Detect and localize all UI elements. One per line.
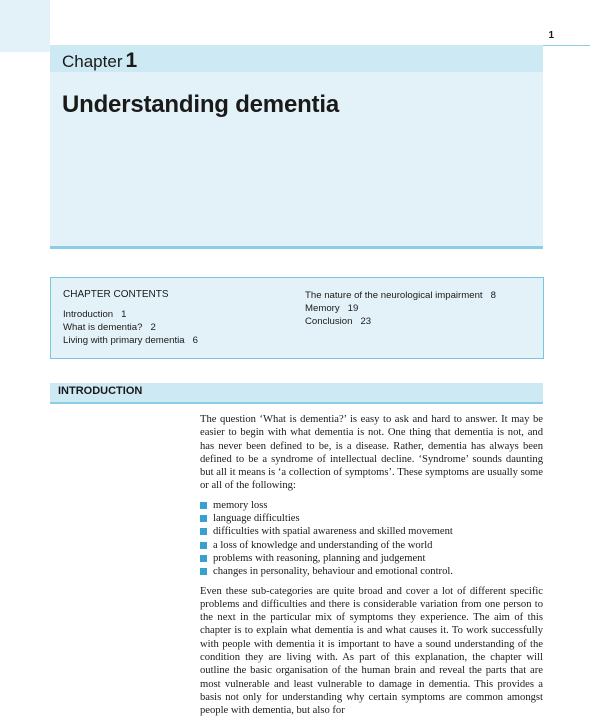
contents-list-left	[63, 308, 198, 347]
contents-item-page: 8	[490, 290, 496, 301]
contents-item-page: 2	[150, 322, 156, 333]
chapter-contents-box	[50, 277, 544, 359]
list-item-text: problems with reasoning, planning and judgement	[213, 552, 426, 564]
bullet-square-icon	[200, 555, 207, 562]
bullet-square-icon	[200, 542, 207, 549]
list-item-text: a loss of knowledge and understanding of the world	[213, 539, 433, 551]
corner-band	[0, 0, 50, 52]
page-number: 1	[548, 30, 554, 41]
symptom-list	[200, 499, 543, 579]
contents-item-page: 23	[360, 316, 372, 327]
list-item	[200, 499, 543, 512]
contents-item-page: 6	[192, 335, 198, 346]
contents-item[interactable]	[305, 302, 496, 315]
list-item	[200, 525, 543, 538]
paragraph: The question ‘What is dementia?’ is easy to ask and hard to answer. It may be easier to begin with what dementia is not. One thing that dementia is not, and has never been defined to be, is a disease. Rather, dementia has always been defined to be a syndrome of intellectual decline. ‘Syndrome’ sounds daunting but all it means is ‘a collection of symptoms’. These symptoms are usually some or all of the following:	[200, 414, 543, 492]
list-item-text: difficulties with spatial awareness and skilled movement	[213, 526, 453, 538]
list-item	[200, 552, 543, 565]
contents-item-title: What is dementia?	[63, 322, 143, 333]
contents-item-title: Conclusion	[305, 316, 353, 327]
section-heading: INTRODUCTION	[58, 385, 143, 397]
contents-item[interactable]	[63, 321, 198, 334]
contents-item-title: Introduction	[63, 309, 114, 320]
chapter-label	[62, 49, 137, 73]
chapter-number: 1	[125, 49, 138, 72]
contents-item-title: Living with primary dementia	[63, 335, 185, 346]
body-text	[200, 413, 543, 718]
chapter-word: Chapter	[62, 52, 123, 71]
section-heading-bar	[50, 383, 543, 404]
contents-list-right	[305, 289, 496, 328]
chapter-header	[50, 45, 543, 248]
contents-item[interactable]	[63, 308, 198, 321]
chapter-label-bar	[50, 45, 543, 72]
bullet-square-icon	[200, 528, 207, 535]
list-item-text: language difficulties	[213, 513, 300, 525]
list-item	[200, 565, 543, 578]
bullet-square-icon	[200, 568, 207, 575]
contents-item[interactable]	[305, 315, 496, 328]
bullet-square-icon	[200, 502, 207, 509]
bullet-square-icon	[200, 515, 207, 522]
list-item-text: changes in personality, behaviour and emotional control.	[213, 566, 453, 578]
chapter-title: Understanding dementia	[62, 91, 339, 118]
contents-item-title: The nature of the neurological impairment	[305, 290, 483, 301]
contents-item[interactable]	[305, 289, 496, 302]
contents-item-title: Memory	[305, 303, 340, 314]
contents-heading: CHAPTER CONTENTS	[63, 289, 169, 300]
list-item-text: memory loss	[213, 499, 268, 511]
chapter-divider	[50, 246, 543, 249]
list-item	[200, 512, 543, 525]
contents-item-page: 1	[121, 309, 127, 320]
contents-item-page: 19	[347, 303, 359, 314]
paragraph: Even these sub-categories are quite broad and cover a lot of different specific problems and difficulties and there is considerable variation from one person to the next in the particular mix of symptoms they experience. The aim of this chapter is to explain what dementia is and what causes it. To work successfully with people with dementia it is important to have a sound understanding of the condition they are living with. As part of this explanation, the chapter will outline the basic organisation of the human brain and reveal the parts that are most vulnerable and least vulnerable to damage in dementia. This provides a basis not only for understanding why certain symptoms are common amongst people with dementia, but also for	[200, 585, 543, 717]
contents-item[interactable]	[63, 334, 198, 347]
list-item	[200, 539, 543, 552]
